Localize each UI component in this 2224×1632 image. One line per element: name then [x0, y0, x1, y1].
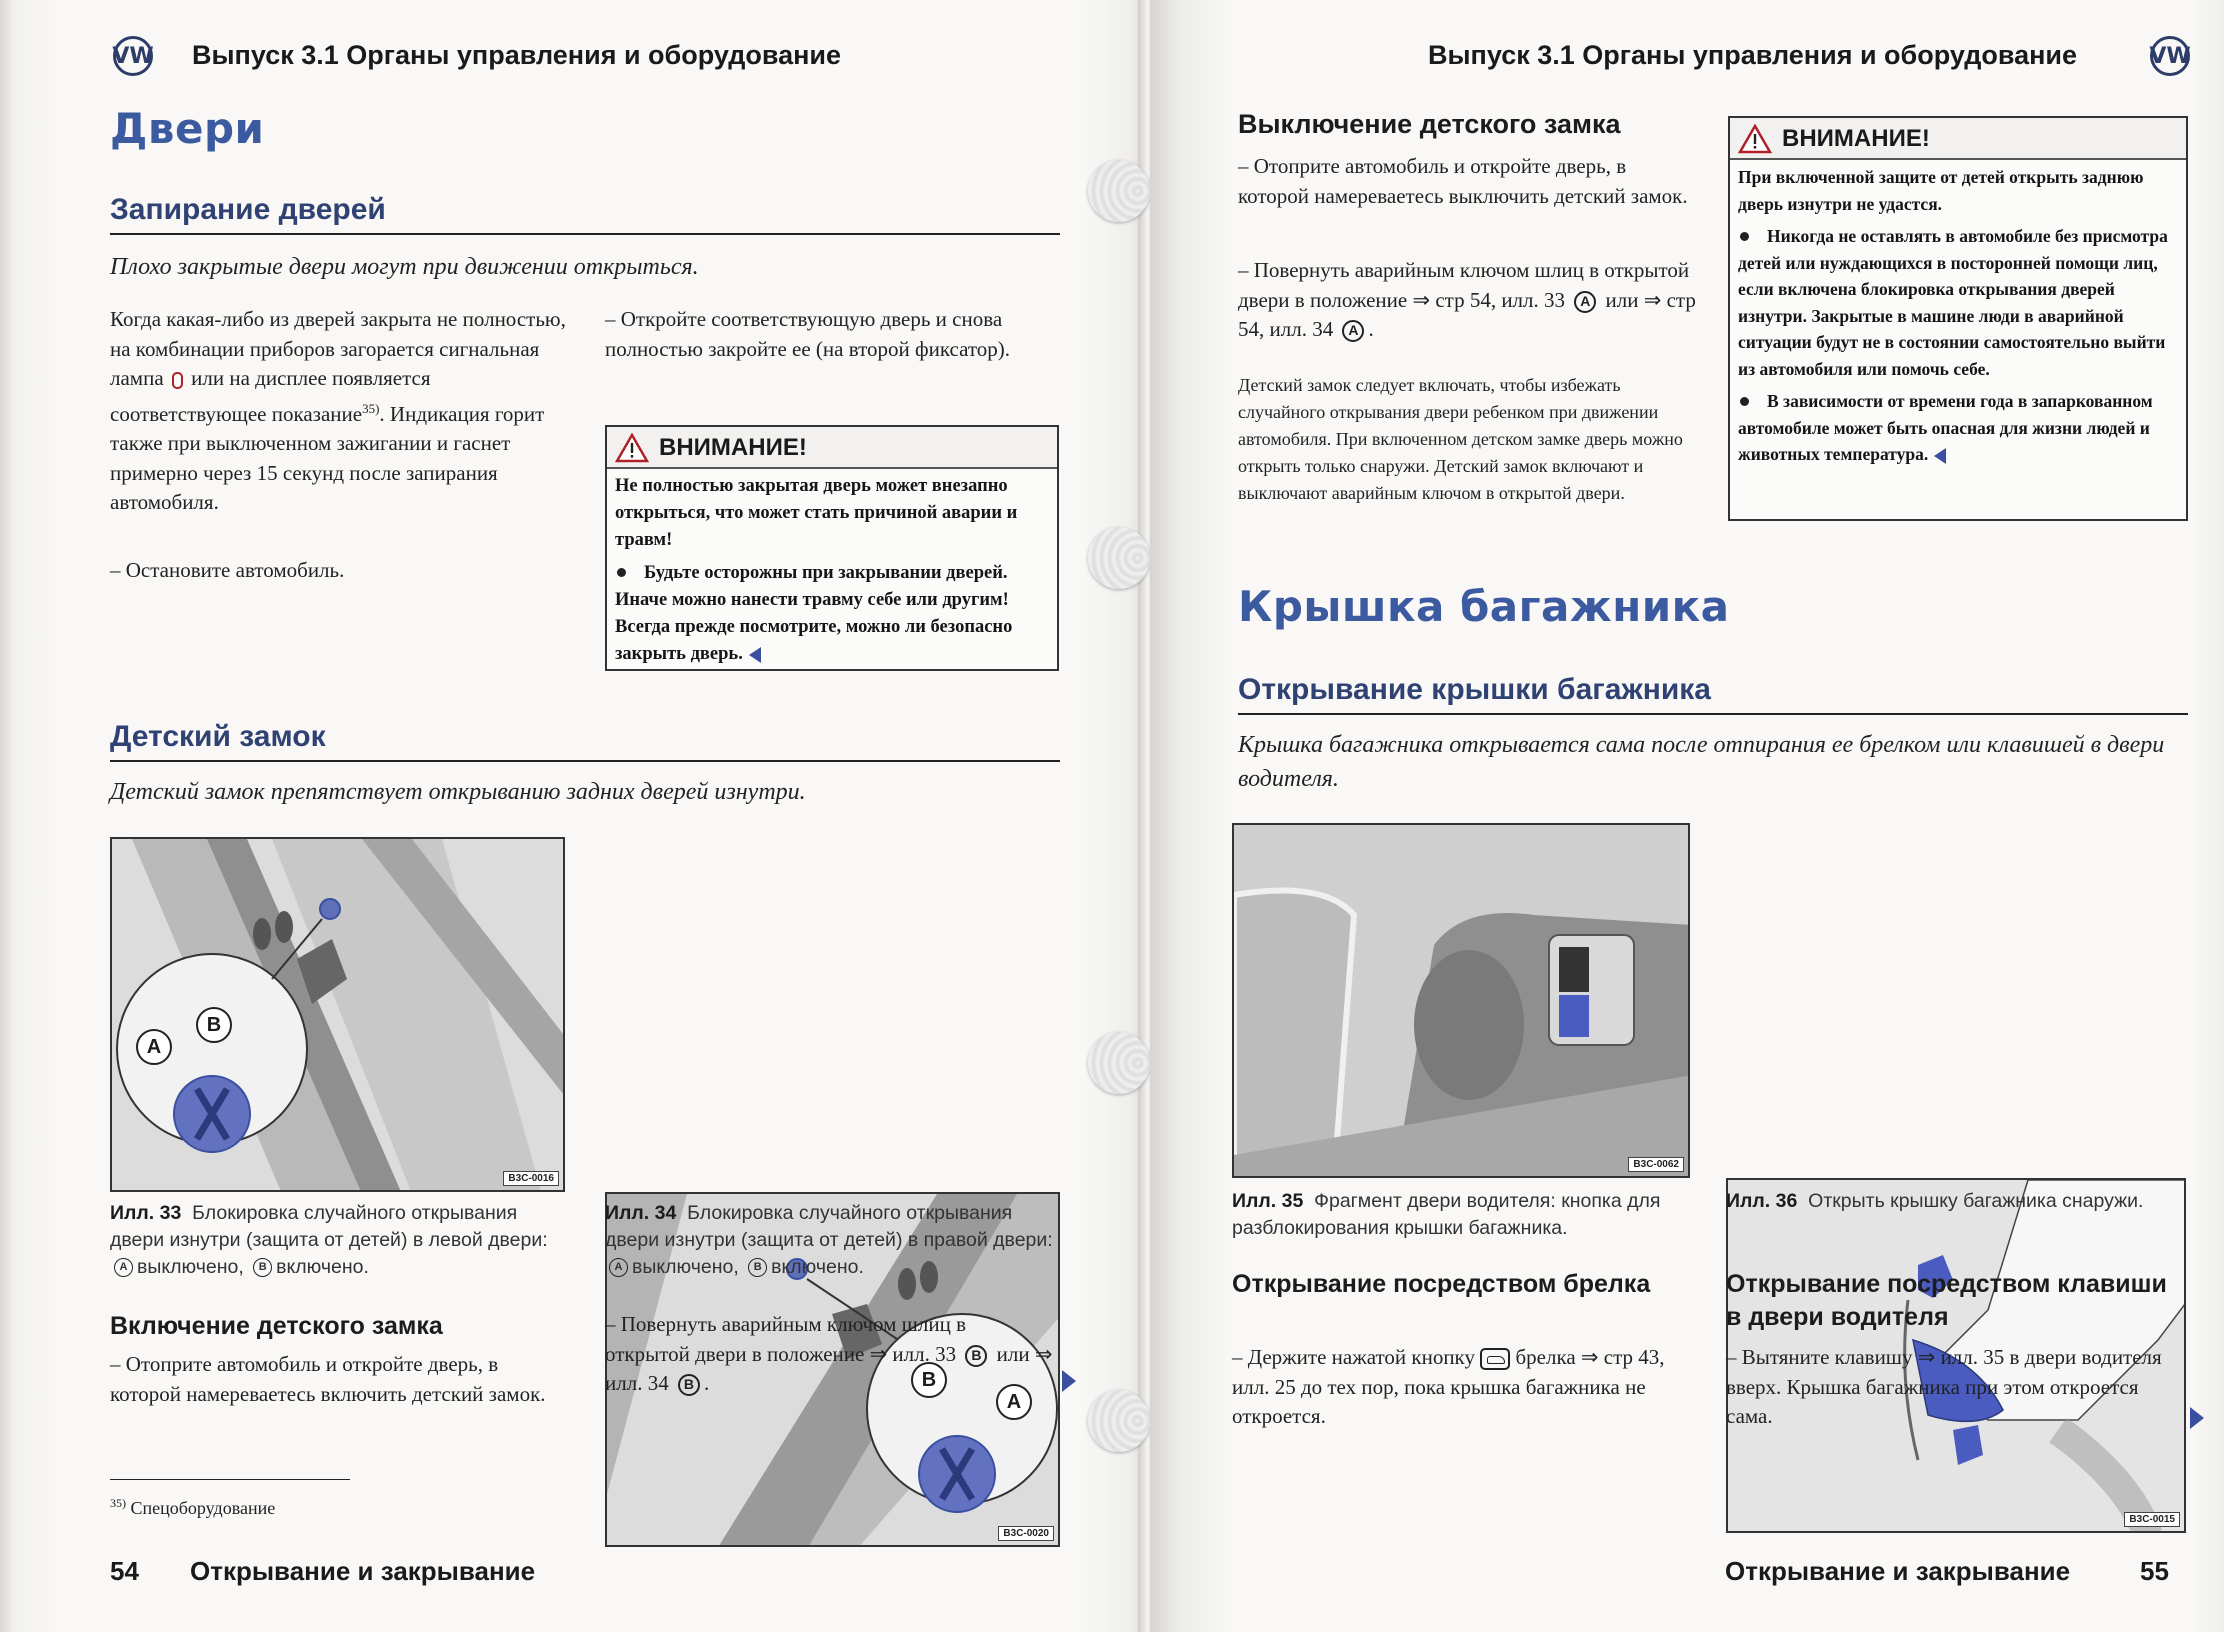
subsection-heading: Открывание крышки багажника: [1238, 673, 1711, 706]
caption-text: Блокировка случайного открывания двери изнутри (защита от детей) в правой двери:: [605, 1202, 1053, 1251]
footnote-rule: [110, 1479, 350, 1480]
lead-text: Детский замок препятствует открыванию задних дверей изнутри.: [110, 779, 806, 805]
lead-text: Крышка багажника открывается сама после отпирания ее брелком или клавишей в двери водителя.: [1238, 732, 2165, 792]
subsection-heading: Детский замок: [110, 720, 326, 753]
switch-step: – Вытяните клавишу ⇒ илл. 35 в двери водителя вверх. Крышка багажника при этом откроется сама.: [1726, 1345, 2162, 1428]
binder-ring: [1088, 1390, 1150, 1452]
step-text: – Повернуть аварийным ключом шлиц в открытой двери в положение ⇒ стр 54, илл. 33: [1238, 258, 1690, 312]
warning-triangle-icon: [1738, 124, 1772, 154]
caption-text: Блокировка случайного открывания двери изнутри (защита от детей) в левой двери:: [110, 1202, 548, 1251]
warning-triangle-icon: [615, 433, 649, 463]
heading-rule: [1238, 713, 2188, 715]
step-text: – Держите нажатой кнопку: [1232, 1345, 1475, 1369]
continued-arrow-icon: [2190, 1407, 2204, 1429]
caption-text: Открыть крышку багажника снаружи.: [1808, 1190, 2144, 1212]
step-text: брелка ⇒ стр 43, илл. 25 до тех пор, пока крышка багажника не откроется.: [1232, 1345, 1665, 1428]
child-lock-note: Детский замок следует включать, чтобы избежать случайного открывания двери ребенком при движении автомобиля. При включенном детском замке дверь можно открыть только снаружи. Детский замок включают и выключают аварийным ключом в открытой двери.: [1238, 375, 1683, 503]
warning-box: [1728, 116, 2188, 521]
child-lock-left-illustration: [112, 839, 565, 1192]
figure-34-caption: [605, 1200, 1065, 1281]
step-reclose-door: – Откройте соответствующую дверь и снова полностью закройте ее (на второй фиксатор).: [605, 307, 1011, 361]
figure-33-caption: [110, 1200, 570, 1281]
position-a-marker: A: [1342, 320, 1364, 342]
driver-door-switch-illustration: [1234, 825, 1690, 1178]
position-a-label: A: [992, 1384, 1036, 1420]
enable-heading: Включение детского замка: [110, 1312, 443, 1340]
running-header: Выпуск 3.1 Органы управления и оборудование: [192, 40, 842, 70]
para-text: или на дисплее появляется соответствующее показание: [110, 366, 431, 426]
enable-step: – Отоприте автомобиль и откройте дверь, в которой намереваетесь включить детский замок.: [110, 1352, 546, 1406]
para-text: . Индикация горит также при выключенном зажигании и гаснет примерно через 15 секунд после запирания автомобиля.: [110, 401, 545, 514]
footer-chapter: Открывание и закрывание: [1725, 1556, 2071, 1586]
fob-heading: Открывание посредством брелка: [1232, 1270, 1651, 1298]
caption-number: Илл. 34: [605, 1202, 677, 1224]
position-b-marker: B: [253, 1258, 272, 1277]
step-stop-car: – Остановите автомобиль.: [110, 558, 345, 582]
position-b-marker: B: [965, 1345, 987, 1367]
disable-step-2: [1238, 256, 1698, 345]
para-text: Когда какая-либо из дверей закрыта не полностью, на комбинации приборов загорается сигнальная лампа: [110, 307, 566, 390]
bullet-icon: [617, 568, 626, 577]
right-page: [1150, 0, 2224, 1632]
footnote-ref[interactable]: 35): [362, 400, 380, 416]
body-paragraph: [110, 305, 570, 518]
end-of-section-icon: [1934, 448, 1946, 464]
caption-number: Илл. 33: [110, 1202, 182, 1224]
position-b-label: B: [192, 1007, 236, 1043]
warning-body: [607, 469, 1057, 678]
warning-title: ВНИМАНИЕ!: [659, 434, 807, 461]
warning-header: [1730, 118, 2186, 160]
figure-code: B3C-0020: [998, 1526, 1054, 1541]
figure-code: B3C-0062: [1628, 1157, 1684, 1172]
warning-body: [1730, 160, 2186, 478]
page-number: 55: [2140, 1556, 2169, 1586]
warning-bullet: [1738, 388, 2178, 468]
binder-ring: [1088, 527, 1150, 589]
section-title: Крышка багажника: [1238, 582, 1730, 631]
fob-step: [1232, 1343, 1692, 1432]
trunk-key-button-icon: [1480, 1348, 1510, 1370]
warning-text: При включенной защите от детей открыть заднюю дверь изнутри не удастся.: [1738, 167, 2144, 214]
warning-bullet: [1738, 223, 2178, 382]
binder-ring: [1088, 160, 1150, 222]
disable-step-1: – Отоприте автомобиль и откройте дверь, в которой намереваетесь выключить детский замок.: [1238, 154, 1688, 208]
heading-rule: [110, 233, 1060, 235]
position-a-marker: A: [114, 1258, 133, 1277]
vw-logo-icon: VW: [113, 36, 153, 76]
caption-number: Илл. 36: [1726, 1190, 1798, 1212]
end-of-section-icon: [749, 647, 761, 663]
footnote-number: 35): [110, 1496, 126, 1510]
warning-text: Будьте осторожны при закрывании дверей. Иначе можно нанести травму себе или другим! Всегда прежде посмотрите, можно ли безопасно закрыть дверь.: [615, 563, 1013, 664]
switch-heading: Открывание посредством клавиши в двери водителя: [1726, 1270, 2167, 1331]
step-text: .: [703, 1371, 710, 1395]
figure-code: B3C-0015: [2124, 1512, 2180, 1527]
caption-number: Илл. 35: [1232, 1190, 1304, 1212]
step-text: – Повернуть аварийным ключом шлиц в открытой двери в положение ⇒ илл. 33: [605, 1312, 966, 1366]
step-text: или ⇒ стр 54, илл. 34: [1238, 287, 1696, 341]
caption-text: включено.: [276, 1256, 369, 1278]
binder-ring: [1088, 1032, 1150, 1094]
caption-text: Фрагмент двери водителя: кнопка для разблокирования крышки багажника.: [1232, 1190, 1661, 1239]
position-b-marker: B: [678, 1374, 700, 1396]
warning-box: [605, 425, 1059, 671]
figure-code: B3C-0016: [503, 1171, 559, 1186]
figure-35-caption: [1232, 1188, 1692, 1242]
footnote: [110, 1490, 275, 1522]
continued-arrow-icon: [1062, 1370, 1076, 1392]
caption-text: включено.: [771, 1256, 864, 1278]
warning-title: ВНИМАНИЕ!: [1782, 125, 1930, 152]
warning-bullet: [615, 560, 1049, 668]
position-a-marker: A: [1574, 291, 1596, 313]
warning-text: Не полностью закрытая дверь может внезапно открыться, что может стать причиной аварии и травм!: [615, 476, 1018, 550]
figure-36-caption: [1726, 1188, 2196, 1215]
warning-text: Никогда не оставлять в автомобиле без присмотра детей или нуждающихся в посторонней помощи лиц, если включена блокировка открывания дверей изнутри. Закрытые в машине люди в аварийной ситуации будут не в состоянии самостоятельно выйти из автомобиля или помочь себе.: [1738, 226, 2168, 379]
step-text: .: [1368, 317, 1374, 341]
footnote-text: Спецоборудование: [130, 1498, 276, 1518]
figure-33: [110, 837, 565, 1192]
turn-key-step: [605, 1310, 1055, 1399]
subsection-heading: Запирание дверей: [110, 193, 386, 226]
step-text: или ⇒ илл. 34: [605, 1341, 1053, 1395]
lead-text: Плохо закрытые двери могут при движении открыться.: [110, 254, 699, 280]
running-header: Выпуск 3.1 Органы управления и оборудование: [1428, 40, 2078, 70]
caption-text: выключено,: [137, 1256, 244, 1278]
heading-rule: [110, 760, 1060, 762]
disable-heading: Выключение детского замка: [1238, 109, 1621, 139]
bullet-icon: [1740, 232, 1749, 241]
warning-text: В зависимости от времени года в запаркованном автомобиле может быть опасная для жизни людей и животных температура.: [1738, 391, 2153, 464]
position-b-label: B: [907, 1362, 951, 1398]
position-a-label: A: [132, 1029, 176, 1065]
caption-text: выключено,: [632, 1256, 739, 1278]
vw-logo-icon: VW: [2150, 36, 2190, 76]
figure-35: [1232, 823, 1690, 1178]
bullet-icon: [1740, 397, 1749, 406]
section-title: Двери: [110, 104, 265, 153]
door-open-warning-icon: [172, 372, 183, 389]
footer-chapter: Открывание и закрывание: [190, 1556, 536, 1586]
warning-header: [607, 427, 1057, 469]
position-a-marker: A: [609, 1258, 628, 1277]
page-number: 54: [110, 1556, 139, 1586]
position-b-marker: B: [748, 1258, 767, 1277]
